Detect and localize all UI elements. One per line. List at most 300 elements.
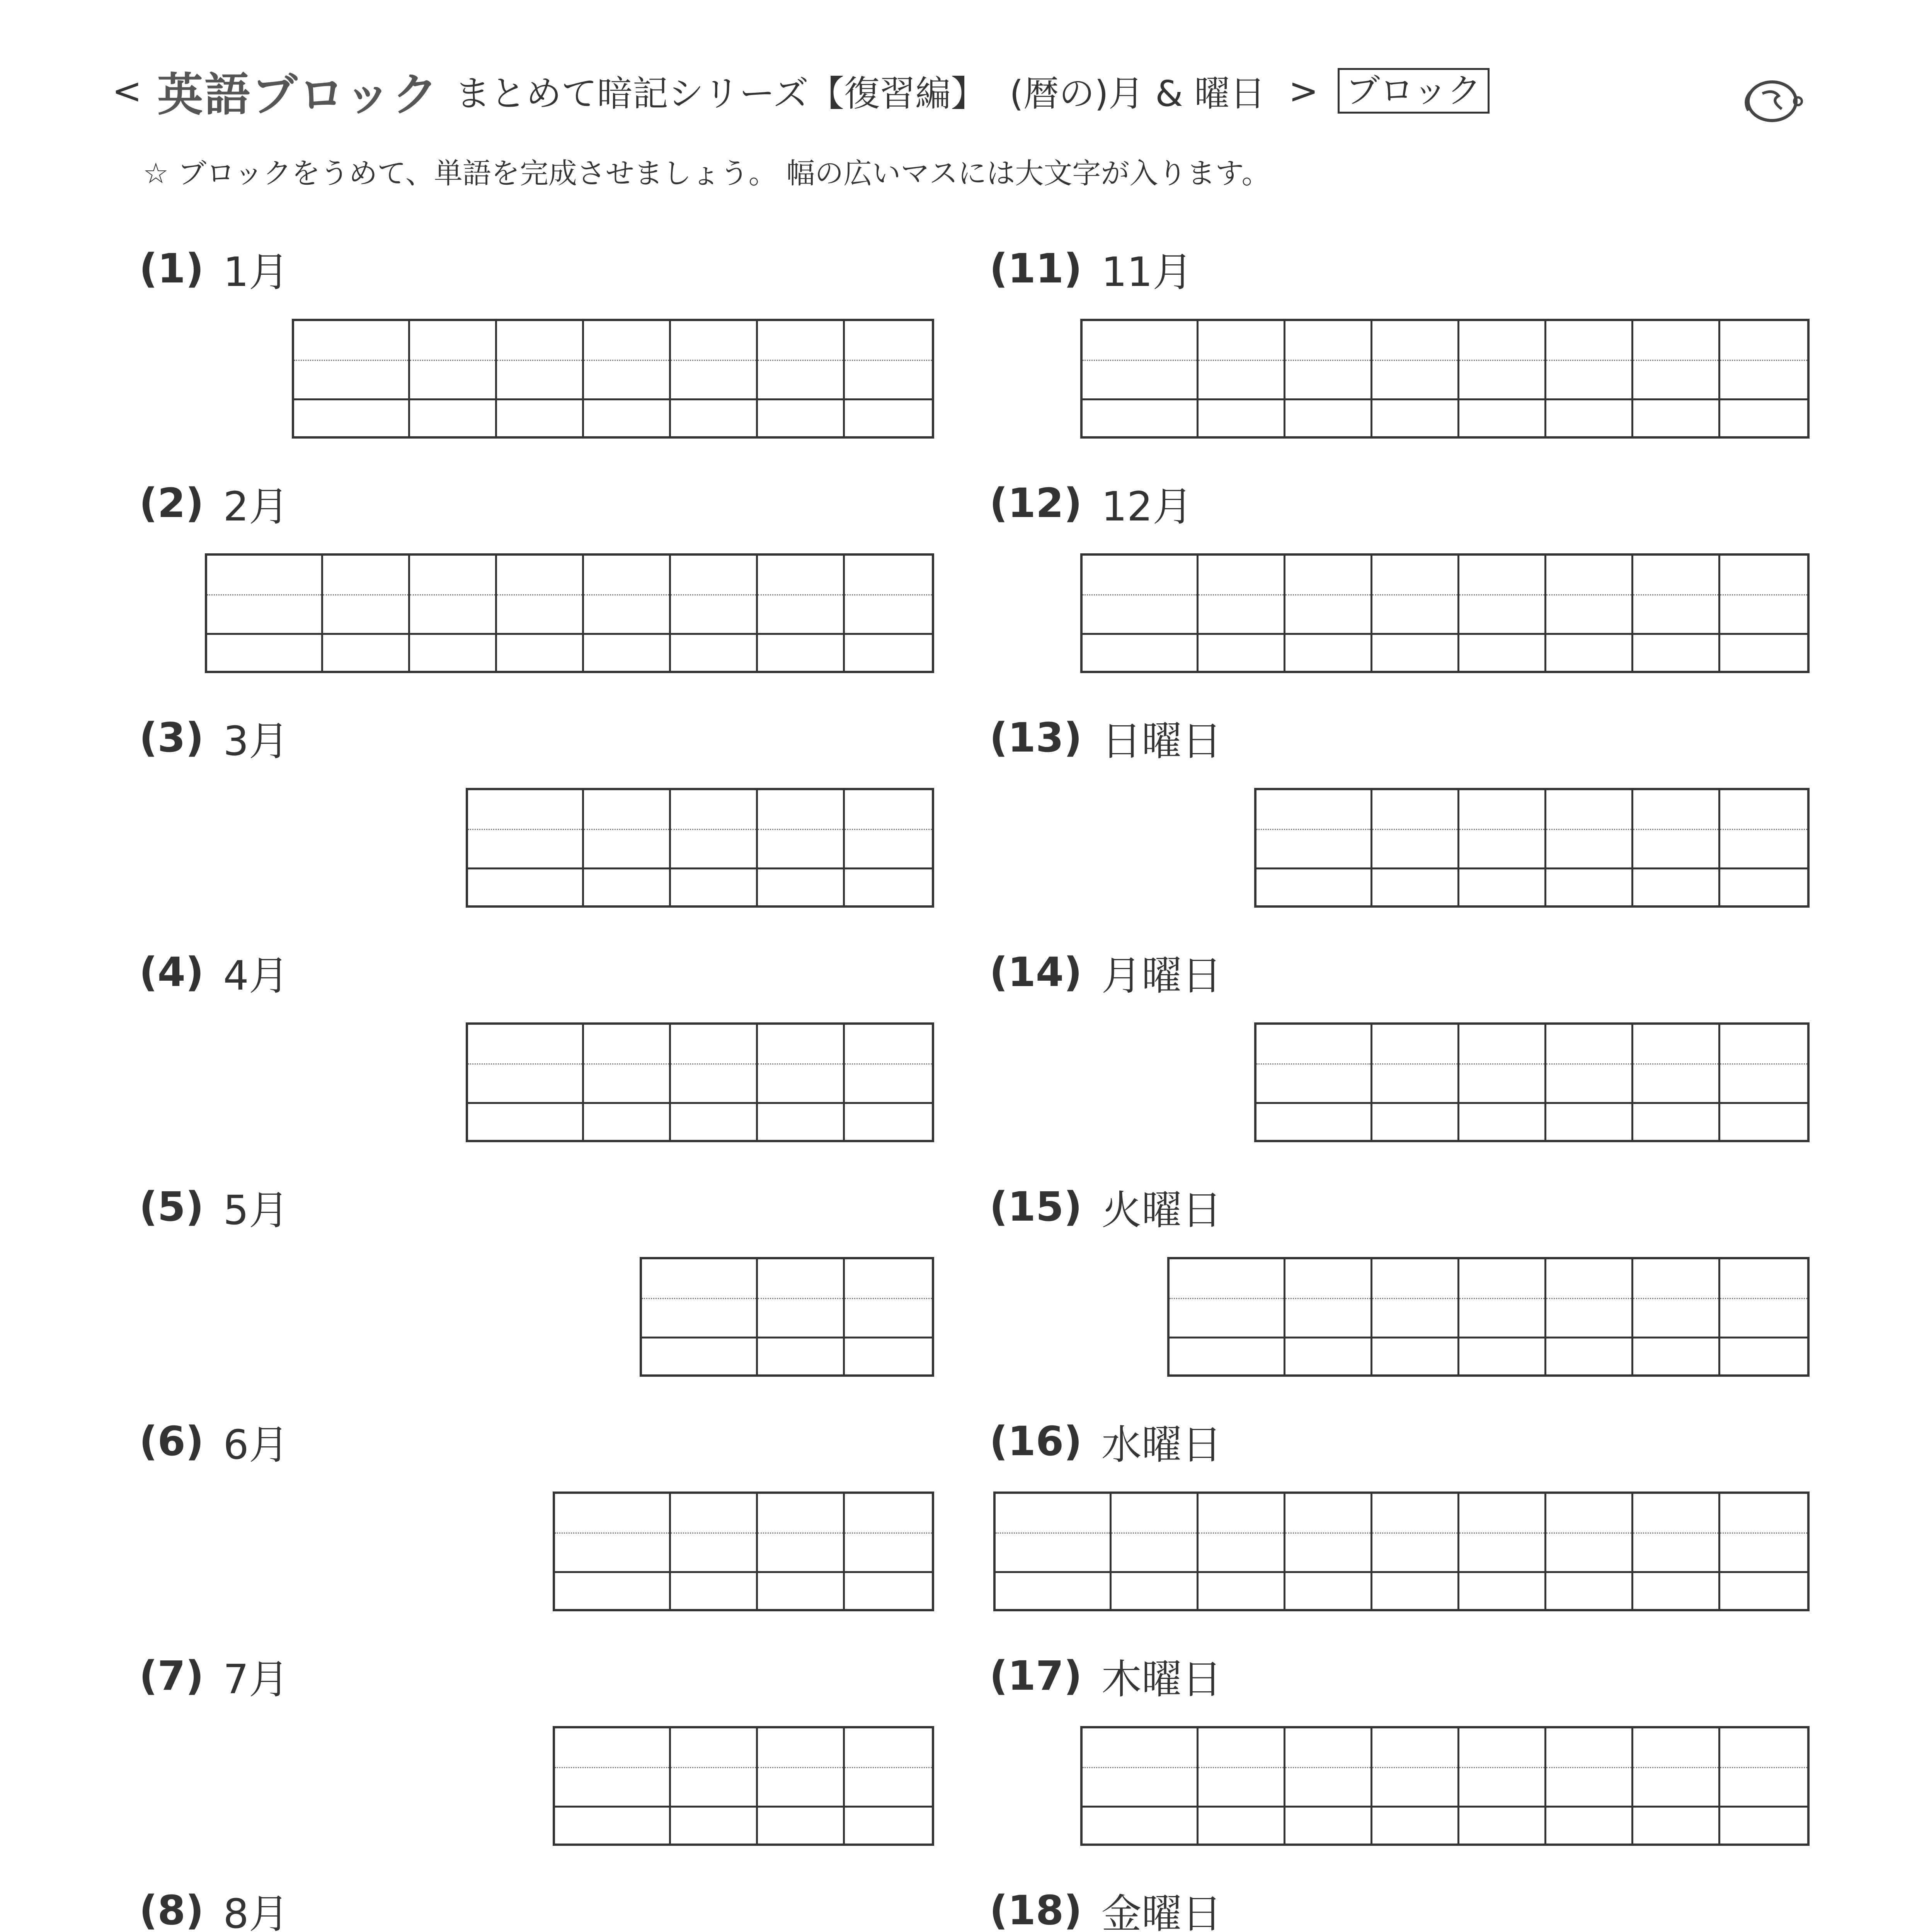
baseline: [584, 867, 669, 869]
question-number: (7): [139, 1652, 204, 1699]
guide-line: [1546, 594, 1631, 595]
letter-cell[interactable]: [845, 1494, 932, 1609]
guide-line: [1633, 1532, 1718, 1534]
guide-line: [845, 360, 932, 361]
letter-cell[interactable]: [671, 1025, 758, 1140]
baseline: [671, 1102, 756, 1104]
answer-grid: [1080, 1726, 1810, 1846]
letter-cell[interactable]: [410, 321, 497, 436]
letter-cell[interactable]: [671, 321, 758, 436]
guide-line: [1459, 360, 1544, 361]
baseline: [497, 398, 582, 400]
guide-line: [1083, 1767, 1197, 1768]
guide-line: [1285, 1767, 1371, 1768]
question-number: (13): [989, 714, 1082, 761]
letter-cell[interactable]: [1459, 1728, 1546, 1844]
guide-line: [584, 829, 669, 830]
guide-line: [410, 594, 495, 595]
letter-cell[interactable]: [1459, 1494, 1546, 1609]
guide-line: [671, 594, 756, 595]
baseline: [1372, 1571, 1457, 1573]
baseline: [584, 1102, 669, 1104]
letter-cell[interactable]: [1199, 1728, 1285, 1844]
letter-cell[interactable]: [584, 556, 671, 671]
guide-line: [1546, 360, 1631, 361]
letter-cell[interactable]: [1546, 321, 1633, 436]
guide-line: [497, 594, 582, 595]
letter-cell[interactable]: [1372, 1259, 1459, 1374]
question-prompt: 3月: [223, 718, 289, 765]
baseline: [1720, 1571, 1807, 1573]
question-number: (11): [989, 245, 1082, 292]
guide-line: [1459, 1298, 1544, 1299]
guide-line: [1633, 594, 1718, 595]
guide-line: [1199, 1532, 1284, 1534]
baseline: [294, 398, 408, 400]
guide-line: [1083, 360, 1197, 361]
baseline: [1083, 398, 1197, 400]
guide-line: [758, 594, 843, 595]
letter-cell[interactable]: [323, 556, 410, 671]
guide-line: [1633, 360, 1718, 361]
question-label: [989, 947, 1222, 997]
question-label: [139, 1416, 289, 1466]
baseline: [845, 1571, 932, 1573]
answer-grid: [1080, 319, 1810, 439]
baseline: [1372, 633, 1457, 635]
letter-cell[interactable]: [671, 556, 758, 671]
question-number: (8): [139, 1887, 204, 1932]
baseline: [642, 1337, 756, 1338]
guide-line: [1170, 1298, 1284, 1299]
baseline: [1199, 398, 1284, 400]
baseline: [1372, 867, 1457, 869]
guide-line: [1372, 1063, 1457, 1065]
letter-cell[interactable]: [758, 790, 845, 905]
baseline: [1372, 1806, 1457, 1808]
baseline: [1720, 1806, 1807, 1808]
letter-cell[interactable]: [1633, 1025, 1720, 1140]
baseline: [1083, 1806, 1197, 1808]
guide-line: [1285, 360, 1371, 361]
answer-grid: [466, 788, 934, 908]
letter-cell[interactable]: [1633, 790, 1720, 905]
letter-cell[interactable]: [1720, 790, 1807, 905]
baseline: [1546, 867, 1631, 869]
letter-cell[interactable]: [1285, 1728, 1372, 1844]
title-bracket-close: >: [1289, 70, 1319, 112]
baseline: [1372, 1102, 1457, 1104]
guide-line: [1633, 1767, 1718, 1768]
question-number: (5): [139, 1183, 204, 1230]
letter-cell[interactable]: [758, 1259, 845, 1374]
question-label: [139, 1885, 289, 1932]
guide-line: [584, 594, 669, 595]
instruction-text: ☆ ブロックをうめて、単語を完成させましょう。 幅の広いマスには大文字が入ります。: [143, 157, 1270, 190]
baseline: [758, 1337, 843, 1338]
capital-letter-cell[interactable]: [468, 790, 584, 905]
letter-cell[interactable]: [845, 1259, 932, 1374]
question-label: [139, 1651, 289, 1701]
guide-line: [584, 1063, 669, 1065]
answer-grid: [993, 1492, 1810, 1611]
question-number: (4): [139, 949, 204, 996]
question-number: (16): [989, 1418, 1082, 1465]
capital-letter-cell[interactable]: [996, 1494, 1112, 1609]
series-title: まとめて暗記シリーズ【復習編】: [455, 73, 987, 114]
question-label: [989, 243, 1193, 294]
baseline: [1083, 633, 1197, 635]
baseline: [584, 633, 669, 635]
letter-cell[interactable]: [1633, 1259, 1720, 1374]
letter-cell[interactable]: [1199, 556, 1285, 671]
capital-letter-cell[interactable]: [1083, 556, 1199, 671]
baseline: [1720, 1102, 1807, 1104]
guide-line: [1546, 1532, 1631, 1534]
question-label: [989, 1885, 1222, 1932]
letter-cell[interactable]: [845, 790, 932, 905]
answer-grid: [205, 553, 934, 673]
guide-line: [1720, 1298, 1807, 1299]
letter-cell[interactable]: [1372, 1025, 1459, 1140]
guide-line: [1633, 1063, 1718, 1065]
guide-line: [468, 1063, 582, 1065]
baseline: [758, 1806, 843, 1808]
baseline: [1285, 1337, 1371, 1338]
guide-line: [1372, 1298, 1457, 1299]
baseline: [1256, 1102, 1371, 1104]
guide-line: [468, 829, 582, 830]
guide-line: [323, 594, 408, 595]
baseline: [1170, 1337, 1284, 1338]
guide-line: [1633, 1298, 1718, 1299]
question-label: [989, 1416, 1222, 1466]
letter-cell[interactable]: [1459, 1259, 1546, 1374]
guide-line: [1546, 829, 1631, 830]
answer-grid: [292, 319, 934, 439]
baseline: [1633, 1806, 1718, 1808]
guide-line: [671, 1767, 756, 1768]
answer-grid: [1254, 788, 1810, 908]
letter-cell[interactable]: [1285, 1259, 1372, 1374]
guide-line: [671, 829, 756, 830]
letter-cell[interactable]: [1112, 1494, 1199, 1609]
baseline: [671, 1806, 756, 1808]
letter-cell[interactable]: [1720, 1025, 1807, 1140]
guide-line: [1372, 829, 1457, 830]
letter-cell[interactable]: [1372, 556, 1459, 671]
letter-cell[interactable]: [1633, 321, 1720, 436]
baseline: [1720, 633, 1807, 635]
baseline: [1459, 633, 1544, 635]
baseline: [1720, 398, 1807, 400]
guide-line: [410, 360, 495, 361]
question-prompt: 1月: [223, 248, 289, 296]
guide-line: [1372, 594, 1457, 595]
letter-cell[interactable]: [1720, 321, 1807, 436]
question-number: (15): [989, 1183, 1082, 1230]
baseline: [671, 1571, 756, 1573]
baseline: [845, 1806, 932, 1808]
mascot-icon: [1735, 73, 1805, 128]
baseline: [1459, 1337, 1544, 1338]
question-number: (18): [989, 1887, 1082, 1932]
question-number: (12): [989, 480, 1082, 527]
letter-cell[interactable]: [497, 321, 584, 436]
question-number: (3): [139, 714, 204, 761]
letter-cell[interactable]: [1285, 321, 1372, 436]
question-number: (1): [139, 245, 204, 292]
baseline: [1633, 1102, 1718, 1104]
letter-cell[interactable]: [1372, 321, 1459, 436]
baseline: [1285, 633, 1371, 635]
guide-line: [1372, 1767, 1457, 1768]
question-number: (14): [989, 949, 1082, 996]
baseline: [555, 1806, 669, 1808]
letter-cell[interactable]: [758, 1025, 845, 1140]
capital-letter-cell[interactable]: [642, 1259, 758, 1374]
baseline: [1372, 1337, 1457, 1338]
letter-cell[interactable]: [1372, 1494, 1459, 1609]
guide-line: [758, 1532, 843, 1534]
letter-cell[interactable]: [758, 1494, 845, 1609]
baseline: [1546, 633, 1631, 635]
guide-line: [1285, 1532, 1371, 1534]
answer-grid: [466, 1022, 934, 1142]
letter-cell[interactable]: [1546, 1494, 1633, 1609]
baseline: [555, 1571, 669, 1573]
guide-line: [1199, 1767, 1284, 1768]
guide-line: [758, 360, 843, 361]
baseline: [1633, 398, 1718, 400]
question-number: (17): [989, 1652, 1082, 1699]
answer-grid: [1254, 1022, 1810, 1142]
baseline: [1285, 398, 1371, 400]
question-label: [139, 713, 289, 763]
answer-grid: [553, 1726, 934, 1846]
baseline: [1546, 398, 1631, 400]
guide-line: [1083, 594, 1197, 595]
guide-line: [671, 360, 756, 361]
mode-badge: ブロック: [1338, 68, 1489, 114]
guide-line: [758, 1767, 843, 1768]
guide-line: [1720, 829, 1807, 830]
capital-letter-cell[interactable]: [1256, 790, 1372, 905]
letter-cell[interactable]: [845, 321, 932, 436]
letter-cell[interactable]: [584, 321, 671, 436]
guide-line: [1256, 1063, 1371, 1065]
guide-line: [671, 1532, 756, 1534]
letter-cell[interactable]: [410, 556, 497, 671]
capital-letter-cell[interactable]: [555, 1728, 671, 1844]
letter-cell[interactable]: [1199, 321, 1285, 436]
guide-line: [1459, 1063, 1544, 1065]
question-prompt: 火曜日: [1101, 1187, 1222, 1234]
baseline: [410, 398, 495, 400]
guide-line: [555, 1532, 669, 1534]
letter-cell[interactable]: [1633, 556, 1720, 671]
guide-line: [1546, 1063, 1631, 1065]
baseline: [845, 1337, 932, 1338]
letter-cell[interactable]: [584, 1025, 671, 1140]
baseline: [1372, 398, 1457, 400]
letter-cell[interactable]: [584, 790, 671, 905]
letter-cell[interactable]: [1372, 1728, 1459, 1844]
baseline: [468, 867, 582, 869]
guide-line: [758, 1063, 843, 1065]
capital-letter-cell[interactable]: [1083, 321, 1199, 436]
guide-line: [1285, 1298, 1371, 1299]
letter-cell[interactable]: [1546, 1025, 1633, 1140]
guide-line: [294, 360, 408, 361]
letter-cell[interactable]: [1372, 790, 1459, 905]
guide-line: [1720, 1532, 1807, 1534]
guide-line: [1199, 594, 1284, 595]
baseline: [207, 633, 321, 635]
letter-cell[interactable]: [671, 1728, 758, 1844]
question-prompt: 12月: [1101, 483, 1193, 530]
question-prompt: 月曜日: [1101, 952, 1222, 999]
guide-line: [1720, 360, 1807, 361]
question-prompt: 5月: [223, 1187, 289, 1234]
guide-line: [1459, 1532, 1544, 1534]
question-prompt: 木曜日: [1101, 1656, 1222, 1703]
question-prompt: 2月: [223, 483, 289, 530]
letter-cell[interactable]: [845, 1025, 932, 1140]
question-label: [989, 478, 1193, 528]
letter-cell[interactable]: [1720, 556, 1807, 671]
guide-line: [555, 1767, 669, 1768]
capital-letter-cell[interactable]: [294, 321, 410, 436]
question-label: [989, 713, 1222, 763]
topic-title: (暦の)月 & 曜日: [1010, 73, 1266, 114]
letter-cell[interactable]: [1459, 1025, 1546, 1140]
guide-line: [1459, 1767, 1544, 1768]
answer-grid: [640, 1257, 934, 1377]
baseline: [1285, 1571, 1371, 1573]
letter-cell[interactable]: [1633, 1728, 1720, 1844]
guide-line: [1459, 594, 1544, 595]
capital-letter-cell[interactable]: [468, 1025, 584, 1140]
baseline: [1720, 1337, 1807, 1338]
letter-cell[interactable]: [1546, 1259, 1633, 1374]
capital-letter-cell[interactable]: [1256, 1025, 1372, 1140]
guide-line: [584, 360, 669, 361]
letter-cell[interactable]: [671, 790, 758, 905]
letter-cell[interactable]: [671, 1494, 758, 1609]
letter-cell[interactable]: [1720, 1728, 1807, 1844]
capital-letter-cell[interactable]: [555, 1494, 671, 1609]
baseline: [497, 633, 582, 635]
question-number: (6): [139, 1418, 204, 1465]
letter-cell[interactable]: [845, 556, 932, 671]
baseline: [758, 633, 843, 635]
baseline: [845, 398, 932, 400]
question-number: (2): [139, 480, 204, 527]
guide-line: [845, 829, 932, 830]
baseline: [671, 633, 756, 635]
capital-letter-cell[interactable]: [207, 556, 323, 671]
letter-cell[interactable]: [1285, 1494, 1372, 1609]
baseline: [671, 867, 756, 869]
letter-cell[interactable]: [1546, 790, 1633, 905]
letter-cell[interactable]: [497, 556, 584, 671]
baseline: [758, 1102, 843, 1104]
title-line: [112, 66, 1490, 121]
letter-cell[interactable]: [1459, 556, 1546, 671]
letter-cell[interactable]: [1199, 1494, 1285, 1609]
letter-cell[interactable]: [758, 556, 845, 671]
baseline: [996, 1571, 1110, 1573]
answer-grid: [1167, 1257, 1810, 1377]
baseline: [1459, 1571, 1544, 1573]
baseline: [1633, 1337, 1718, 1338]
guide-line: [1546, 1298, 1631, 1299]
letter-cell[interactable]: [1720, 1259, 1807, 1374]
baseline: [1199, 1806, 1284, 1808]
baseline: [1459, 398, 1544, 400]
baseline: [1459, 1102, 1544, 1104]
capital-letter-cell[interactable]: [1083, 1728, 1199, 1844]
letter-cell[interactable]: [1546, 556, 1633, 671]
guide-line: [845, 1767, 932, 1768]
brand-logo: 英語ブロック: [157, 68, 439, 121]
baseline: [1633, 633, 1718, 635]
guide-line: [642, 1298, 756, 1299]
guide-line: [845, 594, 932, 595]
letter-cell[interactable]: [1546, 1728, 1633, 1844]
question-prompt: 4月: [223, 952, 289, 999]
baseline: [845, 1102, 932, 1104]
answer-grid: [553, 1492, 934, 1611]
question-prompt: 金曜日: [1101, 1890, 1222, 1932]
baseline: [1633, 867, 1718, 869]
guide-line: [671, 1063, 756, 1065]
letter-cell[interactable]: [1285, 556, 1372, 671]
guide-line: [996, 1532, 1110, 1534]
letter-cell[interactable]: [1459, 790, 1546, 905]
question-prompt: 日曜日: [1101, 718, 1222, 765]
letter-cell[interactable]: [1459, 321, 1546, 436]
baseline: [323, 633, 408, 635]
letter-cell[interactable]: [758, 1728, 845, 1844]
question-label: [139, 947, 289, 997]
baseline: [1112, 1571, 1197, 1573]
question-prompt: 7月: [223, 1656, 289, 1703]
letter-cell[interactable]: [1633, 1494, 1720, 1609]
letter-cell[interactable]: [758, 321, 845, 436]
baseline: [845, 633, 932, 635]
title-bracket-open: <: [112, 70, 142, 112]
question-prompt: 6月: [223, 1421, 289, 1468]
baseline: [758, 1571, 843, 1573]
question-label: [989, 1651, 1222, 1701]
question-label: [139, 1182, 289, 1232]
question-prompt: 8月: [223, 1890, 289, 1932]
baseline: [1546, 1102, 1631, 1104]
baseline: [1546, 1806, 1631, 1808]
letter-cell[interactable]: [1720, 1494, 1807, 1609]
baseline: [1720, 867, 1807, 869]
letter-cell[interactable]: [845, 1728, 932, 1844]
capital-letter-cell[interactable]: [1170, 1259, 1285, 1374]
baseline: [468, 1102, 582, 1104]
baseline: [758, 398, 843, 400]
baseline: [1546, 1571, 1631, 1573]
guide-line: [1546, 1767, 1631, 1768]
guide-line: [1720, 1063, 1807, 1065]
baseline: [671, 398, 756, 400]
